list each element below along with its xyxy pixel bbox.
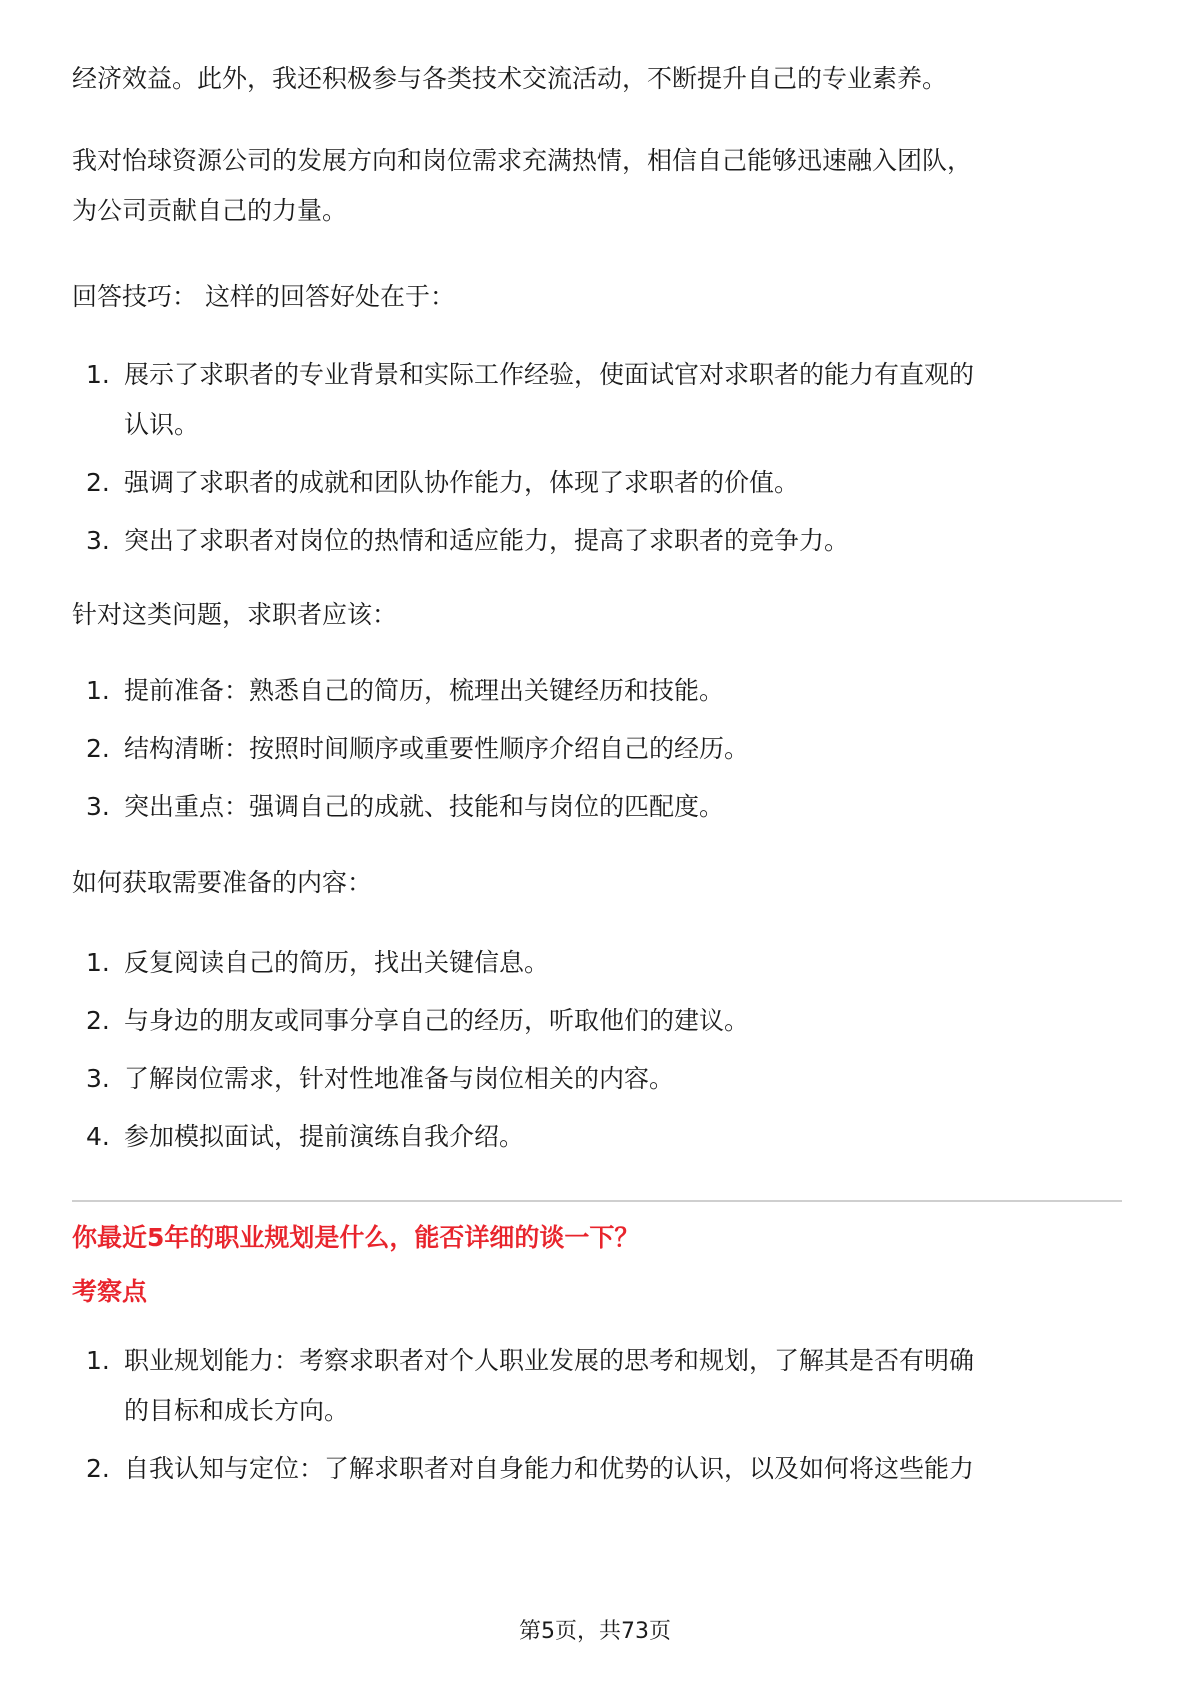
list-number: 2. <box>86 1454 110 1483</box>
list-item <box>72 666 1122 716</box>
list-item <box>72 782 1122 832</box>
list-item-text: 认识。 <box>124 410 200 439</box>
document-page <box>72 0 1122 1684</box>
section-divider <box>72 1200 1122 1202</box>
list-item <box>72 1054 1122 1104</box>
list-number: 2. <box>86 1006 110 1035</box>
page-footer: 第5页，共73页 <box>519 1619 671 1644</box>
list-number: 2. <box>86 468 110 497</box>
tips-intro: 回答技巧： 这样的回答好处在于： <box>72 282 455 311</box>
list-item <box>72 938 1122 988</box>
list-item-text: 突出重点：强调自己的成就、技能和与岗位的匹配度。 <box>124 792 725 821</box>
list-item <box>72 1112 1122 1162</box>
focus-label: 考察点 <box>72 1277 148 1306</box>
list-item-text: 的目标和成长方向。 <box>124 1396 350 1425</box>
list-item <box>72 350 1122 450</box>
list-item-text: 参加模拟面试，提前演练自我介绍。 <box>124 1122 525 1151</box>
list-item-text: 自我认知与定位：了解求职者对自身能力和优势的认识，以及如何将这些能力 <box>124 1454 975 1483</box>
list-item <box>72 1336 1122 1436</box>
paragraph-economic-benefit: 经济效益。此外，我还积极参与各类技术交流活动，不断提升自己的专业素养。 <box>72 64 948 93</box>
list-number: 4. <box>86 1122 110 1151</box>
list-number: 1. <box>86 1346 110 1375</box>
paragraph-enthusiasm <box>72 136 1122 236</box>
list-number: 1. <box>86 948 110 977</box>
list-item-text: 反复阅读自己的简历，找出关键信息。 <box>124 948 550 977</box>
advice-list <box>72 666 1122 840</box>
advice-intro: 针对这类问题，求职者应该： <box>72 600 398 629</box>
list-item-text: 职业规划能力：考察求职者对个人职业发展的思考和规划，了解其是否有明确 <box>124 1346 975 1375</box>
list-item-text: 提前准备：熟悉自己的简历，梳理出关键经历和技能。 <box>124 676 725 705</box>
prep-list <box>72 938 1122 1170</box>
list-number: 3. <box>86 792 110 821</box>
list-item-text: 展示了求职者的专业背景和实际工作经验，使面试官对求职者的能力有直观的 <box>124 360 975 389</box>
list-item-text: 强调了求职者的成就和团队协作能力，体现了求职者的价值。 <box>124 468 800 497</box>
paragraph-line: 为公司贡献自己的力量。 <box>72 196 348 225</box>
list-number: 1. <box>86 676 110 705</box>
list-number: 3. <box>86 526 110 555</box>
question-title: 你最近5年的职业规划是什么，能否详细的谈一下？ <box>72 1223 640 1252</box>
paragraph-line: 我对怡球资源公司的发展方向和岗位需求充满热情，相信自己能够迅速融入团队， <box>72 146 973 175</box>
list-item <box>72 516 1122 566</box>
prep-intro: 如何获取需要准备的内容： <box>72 868 373 897</box>
list-item <box>72 458 1122 508</box>
list-item-text: 了解岗位需求，针对性地准备与岗位相关的内容。 <box>124 1064 675 1093</box>
list-number: 2. <box>86 734 110 763</box>
list-number: 3. <box>86 1064 110 1093</box>
list-item-text: 与身边的朋友或同事分享自己的经历，听取他们的建议。 <box>124 1006 750 1035</box>
focus-list <box>72 1336 1122 1502</box>
list-item-text: 结构清晰：按照时间顺序或重要性顺序介绍自己的经历。 <box>124 734 750 763</box>
list-item <box>72 724 1122 774</box>
list-item <box>72 996 1122 1046</box>
tips-list <box>72 350 1122 574</box>
list-number: 1. <box>86 360 110 389</box>
list-item <box>72 1444 1122 1494</box>
list-item-text: 突出了求职者对岗位的热情和适应能力，提高了求职者的竞争力。 <box>124 526 850 555</box>
